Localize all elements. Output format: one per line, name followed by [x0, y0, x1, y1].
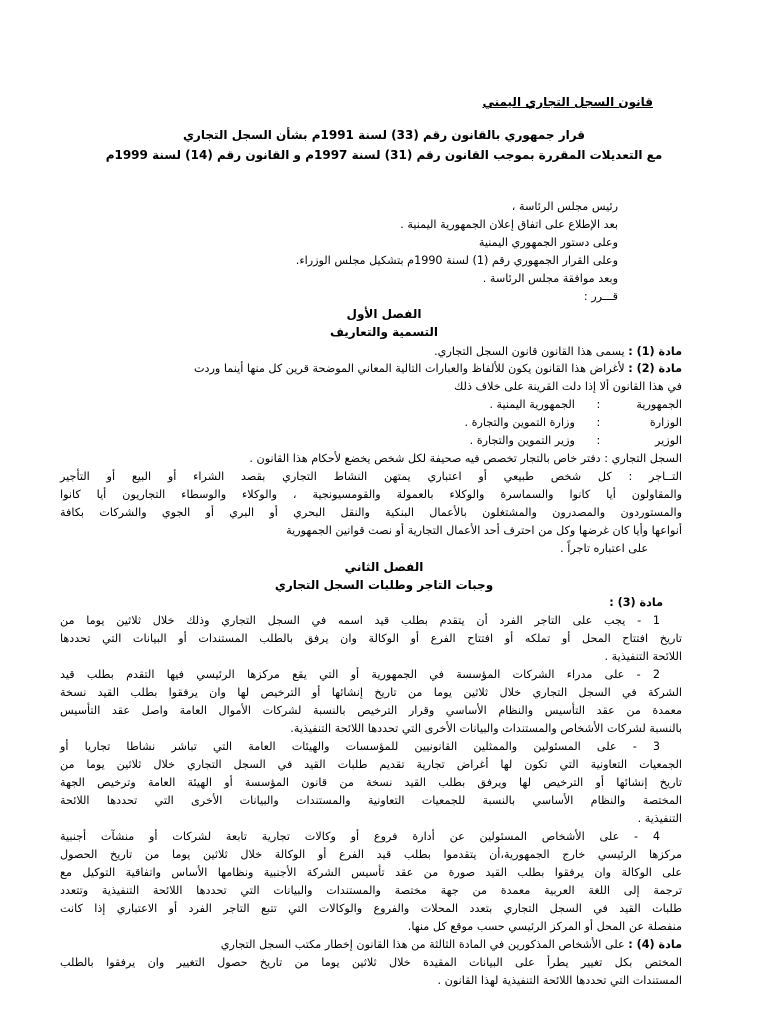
merchant-definition-line: على اعتباره تاجراً .: [560, 542, 648, 555]
article-3-p4-line: منفصلة عن المحل أو المركز الرئيسي حسب موقع كل منها.: [407, 920, 682, 933]
definition-separator: :: [596, 434, 601, 447]
article-3-p2-line: بالنسبة لشركات الأشخاص والمستندات والبيانات الأخرى التي تحددها اللائحة التنفيذية.: [290, 722, 682, 735]
article-1-text: يسمى هذا القانون قانون السجل التجاري.: [434, 345, 625, 358]
definition-separator: :: [604, 452, 608, 465]
merchant-definition-line: أنواعها وأيا كان غرضها وكل من احترف أحد الأعمال التجارية أو نصت قوانين الجمهورية: [286, 524, 682, 537]
article-4: [60, 938, 682, 952]
preamble-line: وعلى القرار الجمهوري رقم (1) لسنة 1990م بتشكيل مجلس الوزراء.: [295, 254, 618, 267]
article-3-p3-line: تاريخ إنشائها أو الترخيص لها ويرفق بطلب القيد نسخة من قانون المؤسسة أو الهيئة العامة وترخيص الجهة: [60, 776, 682, 789]
article-4-line: المستندات التي تحددها اللائحة التنفيذية لهذا القانون .: [437, 974, 682, 987]
merchant-definition-line: والمقاولون أيا كانوا والسماسرة والوكلاء بالعمولة والقومسيونجية ، والوكلاء والوسطاء التجاريون أيا كانوا: [60, 488, 682, 501]
document-title: قانون السجل التجاري اليمني: [482, 95, 653, 109]
article-3-p3-line: الجمعيات التعاونية التي تكون لها أغراض تجارية تقديم طلبات القيد في السجل التجاري خلال ثلاثين يوما من: [60, 758, 682, 771]
definition-meaning: الجمهورية اليمنية .: [489, 398, 575, 411]
article-3-p1-line: اللائحة التنفيذية .: [604, 650, 682, 663]
merchant-definition-line: التــاجر : كل شخص طبيعي أو اعتباري يمتهن النشاط التجاري بقصد الشراء أو البيع أو التأجير: [60, 470, 682, 483]
article-1: [60, 345, 682, 359]
article-1-label: مادة (1) :: [628, 345, 682, 358]
definition-meaning: دفتر خاص بالتجار تخصص فيه صحيفة لكل شخص يخضع لأحكام هذا القانون .: [249, 452, 601, 465]
definition-row: [60, 434, 682, 448]
preamble-line: وبعد موافقة مجلس الرئاسة .: [482, 272, 618, 285]
article-3-p3-line: 3 - على المسئولين والممثلين القانونيين للمؤسسات والهيئات العامة التي تباشر نشاطا تجاريا أو: [60, 740, 660, 753]
decree-line-1: قرار جمهوري بالقانون رقم (33) لسنة 1991م بشأن السجل التجاري: [182, 128, 586, 142]
article-4-text: على الأشخاص المذكورين في المادة الثالثة من هذا القانون إخطار مكتب السجل التجاري: [220, 938, 625, 951]
chapter-1-title: الفصل الأول: [346, 307, 422, 321]
definition-separator: :: [596, 416, 601, 429]
chapter-2-title: الفصل الثاني: [344, 560, 424, 574]
article-3-p4-line: 4 - على الأشخاص المسئولين عن أدارة فروع أو وكالات تجارية تابعة لشركات أو منشآت أجنبية: [60, 830, 660, 843]
article-2-line: في هذا القانون ألا إذا دلت القرينة على خلاف ذلك: [454, 380, 682, 393]
article-3-p4-line: مركزها الرئيسي خارج الجمهورية،أن يتقدموا بطلب قيد الفرع أو الوكالة خلال ثلاثين يوما من تاريخ الحصول: [60, 848, 682, 861]
preamble-line: قـــرر :: [583, 290, 618, 303]
article-3-p3-line: المختصة والنظام الأساسي بالنسبة للجمعيات التعاونية والمستندات والبيانات الأخرى التي تحددها اللائحة: [60, 794, 682, 807]
chapter-2-subtitle: وجبات التاجر وطلبات السجل التجاري: [274, 578, 494, 592]
definition-term: الوزارة: [649, 416, 682, 429]
definition-row: [60, 398, 682, 412]
article-3-p3-line: التنفيذية .: [637, 812, 682, 825]
merchant-definition-line: والمستوردون والمصدرون والمشتغلون بالأعمال البنكية والنقل البحري أو البري أو الجوي والشركات بكافة: [60, 506, 682, 519]
article-3-p4-line: طلبات القيد في السجل التجاري بتعدد المحلات والفروع والوكالات التي تتبع التاجر الفرد أو الاعتباري إذا كانت: [60, 902, 682, 915]
article-3-p2-line: معمدة من عقد التأسيس والنظام الأساسي وقرار الترخيص بالنسبة لشركات الأموال العامة واصل عقد التأسيس: [60, 704, 682, 717]
definition-meaning: وزير التموين والتجارة .: [469, 434, 575, 447]
definition-row: [60, 452, 682, 466]
article-3-p2-line: 2 - على مدراء الشركات المؤسسة في الجمهورية أو التي يقع مركزها الرئيسي فيها التقدم بطلب قيد: [60, 668, 660, 681]
chapter-1-subtitle: التسمية والتعاريف: [329, 325, 439, 339]
article-4-label: مادة (4) :: [628, 938, 682, 951]
article-3-p2-line: الشركة في السجل التجاري خلال ثلاثين يوما من تاريخ إنشائها أو الترخيص لها وان يرفقوا بطلب القيد نسخة: [60, 686, 682, 699]
article-2-text: لأغراض هذا القانون يكون للألفاظ والعبارات التالية المعاني الموضحة قرين كل منها أينما وردت: [194, 362, 625, 375]
article-3-label: مادة (3) :: [609, 596, 663, 609]
definition-row: [60, 416, 682, 430]
definition-meaning: وزارة التموين والتجارة .: [464, 416, 575, 429]
preamble-line: رئيس مجلس الرئاسة ،: [511, 200, 618, 213]
definition-separator: :: [596, 398, 601, 411]
decree-line-2: مع التعديلات المقررة بموجب القانون رقم (31) لسنة 1997م و القانون رقم (14) لسنة 1999م: [105, 148, 663, 162]
definition-term: الجمهورية: [636, 398, 682, 411]
article-2: [60, 362, 682, 376]
definition-term: السجل التجاري: [611, 452, 682, 465]
preamble-line: وعلى دستور الجمهوري اليمنية: [478, 236, 618, 249]
article-2-label: مادة (2) :: [628, 362, 682, 375]
preamble-line: بعد الإطلاع على اتفاق إعلان الجمهورية اليمنية .: [400, 218, 618, 231]
article-3-p4-line: على الوكالة وان يرفقوا بطلب القيد صورة من عقد تأسيس الشركة الأجنبية ونظامها الأساس واتفاقية التوكيل مع: [60, 866, 682, 879]
definition-term: الوزير: [655, 434, 682, 447]
article-3-p1-line: 1 - يجب على التاجر الفرد أن يتقدم بطلب قيد اسمه في السجل التجاري وذلك خلال ثلاثين يوما من: [60, 614, 660, 627]
article-4-line: المختص بكل تغيير يطرأ على البيانات المقيدة خلال ثلاثين يوما من تاريخ حصول التغيير وان يرفقوا بالطلب: [60, 956, 682, 969]
article-3-p4-line: ترجمة إلى اللغة العربية معمدة من جهة مختصة والمستندات والبيانات التي تحددها اللائحة التنفيذية وتتعدد: [60, 884, 682, 897]
article-3-p1-line: تاريخ افتتاح المحل أو تملكه أو افتتاح الفرع أو الوكالة وان يرفق بالطلب المستندات أو البيانات التي تحددها: [60, 632, 682, 645]
